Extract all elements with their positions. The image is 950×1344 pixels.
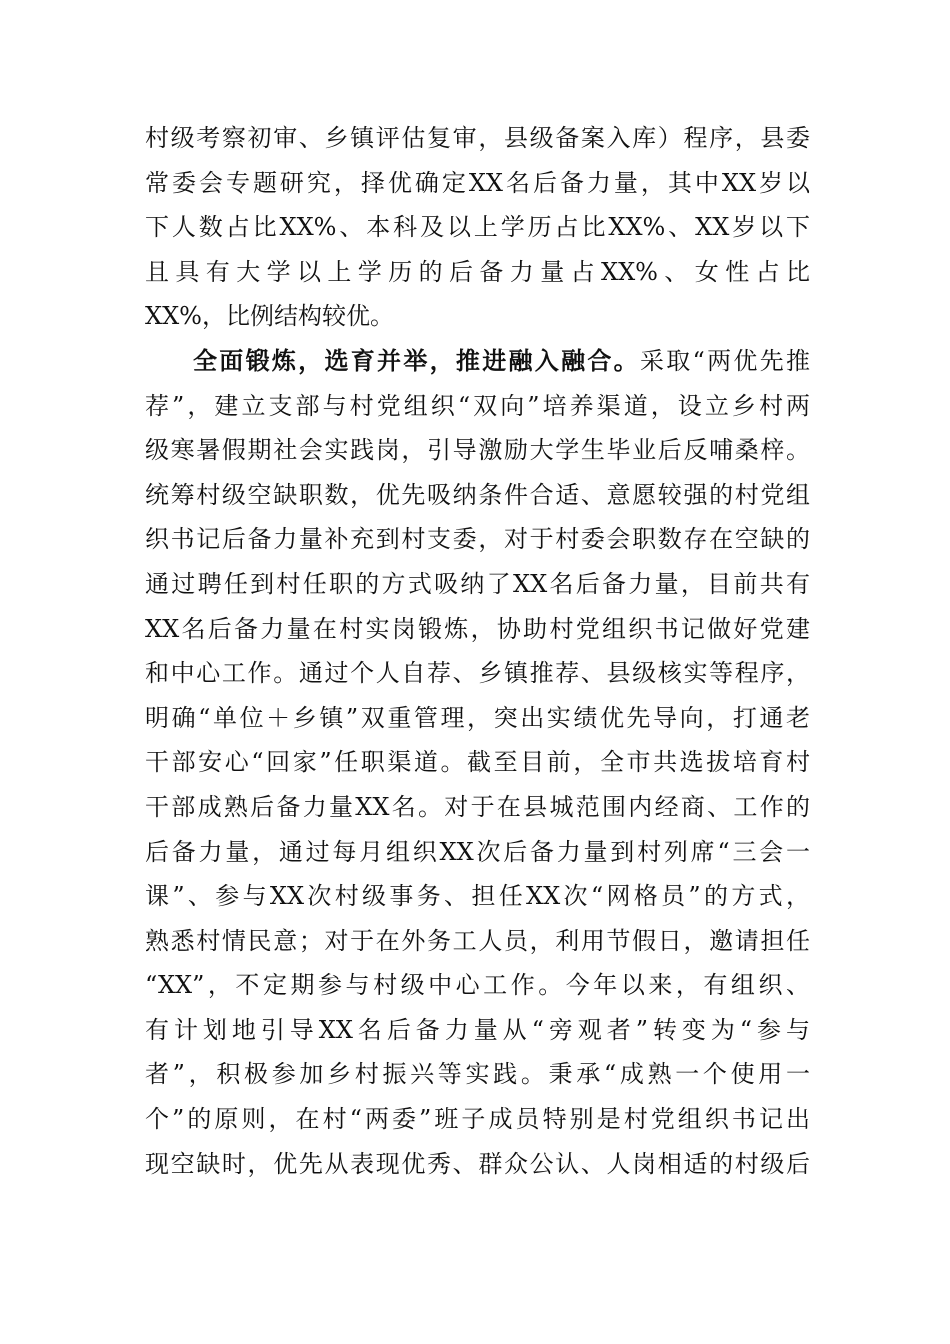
text-line: 干部成熟后备力量XX名。对于在县城范围内经商、工作的 [145,792,810,821]
text-line: 常委会专题研究，择优确定XX名后备力量，其中XX岁以 [145,168,810,197]
paragraph-1 [145,116,810,339]
text-line: XX名后备力量在村实岗锻炼，协助村党组织书记做好党建 [145,614,810,643]
text-line: 荐”，建立支部与村党组织“双向”培养渠道，设立乡村两 [145,391,810,420]
text-line: 现空缺时，优先从表现优秀、群众公认、人岗相适的村级后 [145,1149,810,1178]
paragraph-heading: 全面锻炼，选育并举，推进融入融合。 [193,346,640,375]
text-line: 有计划地引导XX名后备力量从“旁观者”转变为“参与 [145,1015,810,1044]
text-line: 织书记后备力量补充到村支委，对于村委会职数存在空缺的 [145,525,810,554]
text-line: 下人数占比XX%、本科及以上学历占比XX%、XX岁以下 [145,213,810,242]
text-line: 课”、参与XX次村级事务、担任XX次“网格员”的方式， [145,882,810,911]
text-line: 熟悉村情民意；对于在外务工人员，利用节假日，邀请担任 [145,926,810,955]
text-line: 后备力量，通过每月组织XX次后备力量到村列席“三会一 [145,837,810,866]
text-line: 明确“单位＋乡镇”双重管理，突出实绩优先导向，打通老 [145,703,810,732]
text-line: 统筹村级空缺职数，优先吸纳条件合适、意愿较强的村党组 [145,480,810,509]
text-line: 且具有大学以上学历的后备力量占XX%、女性占比 [145,257,810,286]
text-line: 个”的原则，在村“两委”班子成员特别是村党组织书记出 [145,1105,810,1134]
text-line: 级寒暑假期社会实践岗，引导激励大学生毕业后反哺桑梓。 [145,436,810,465]
paragraph-text: 采取“两优先推 [639,346,810,375]
text-line: XX%，比例结构较优。 [145,302,394,331]
paragraph-2-first-line [145,339,810,384]
document-body [145,116,810,1186]
text-line: 和中心工作。通过个人自荐、乡镇推荐、县级核实等程序， [145,659,810,688]
text-line: 村级考察初审、乡镇评估复审，县级备案入库）程序，县委 [145,124,810,152]
text-line: “XX”，不定期参与村级中心工作。今年以来，有组织、 [145,971,810,1000]
paragraph-2 [145,339,810,1186]
text-line: 干部安心“回家”任职渠道。截至目前，全市共选拔培育村 [145,748,810,777]
text-line: 通过聘任到村任职的方式吸纳了XX名后备力量，目前共有 [145,569,810,598]
text-line: 者”，积极参加乡村振兴等实践。秉承“成熟一个使用一 [145,1060,810,1089]
